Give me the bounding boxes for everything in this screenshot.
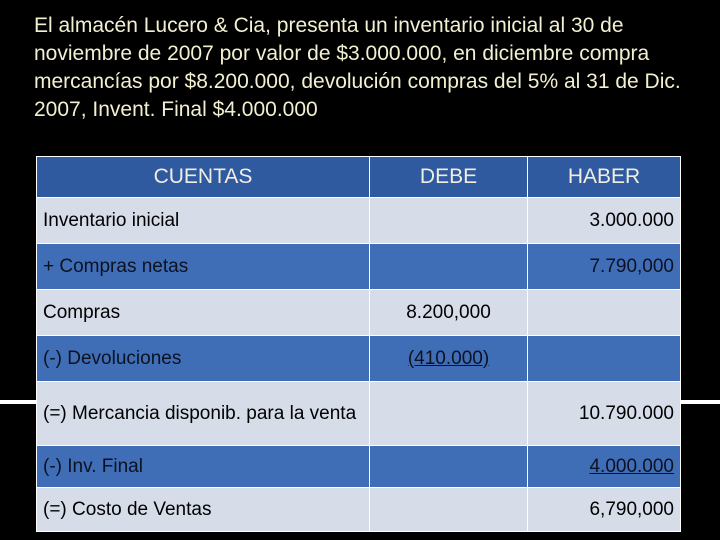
header-debe: DEBE — [370, 157, 528, 198]
table-row — [37, 290, 681, 336]
accounts-table — [36, 156, 681, 532]
header-cuentas: CUENTAS — [37, 157, 370, 198]
row-debe — [370, 382, 528, 446]
row-haber — [528, 290, 681, 336]
table-row — [37, 244, 681, 290]
row-debe — [370, 244, 528, 290]
row-debe — [370, 198, 528, 244]
row-haber: 7.790,000 — [528, 244, 681, 290]
table-row — [37, 336, 681, 382]
row-haber: 10.790.000 — [528, 382, 681, 446]
table-row — [37, 382, 681, 446]
row-cuenta: Compras — [37, 290, 370, 336]
table-header-row — [37, 157, 681, 198]
row-debe: 8.200,000 — [370, 290, 528, 336]
row-cuenta: (-) Inv. Final — [37, 446, 370, 488]
table-row — [37, 446, 681, 488]
row-haber — [528, 336, 681, 382]
divider-line-left — [0, 400, 36, 404]
row-haber: 4.000.000 — [528, 446, 681, 488]
header-haber: HABER — [528, 157, 681, 198]
row-cuenta: + Compras netas — [37, 244, 370, 290]
problem-statement: El almacén Lucero & Cia, presenta un inventario inicial al 30 de noviembre de 2007 por valor de $3.000.000, en diciembre compra mercancías por $8.200.000, devolución compras del 5% al 31 de Dic. 2007, Invent. Final $4.000.000 — [34, 14, 681, 121]
row-cuenta: (=) Mercancia disponib. para la venta — [37, 382, 370, 446]
row-cuenta: Inventario inicial — [37, 198, 370, 244]
row-haber: 3.000.000 — [528, 198, 681, 244]
row-cuenta: (-) Devoluciones — [37, 336, 370, 382]
table-row — [37, 198, 681, 244]
table-row — [37, 488, 681, 532]
row-debe — [370, 488, 528, 532]
row-haber: 6,790,000 — [528, 488, 681, 532]
row-debe — [370, 446, 528, 488]
divider-line-right — [680, 400, 720, 404]
row-cuenta: (=) Costo de Ventas — [37, 488, 370, 532]
row-debe: (410.000) — [370, 336, 528, 382]
